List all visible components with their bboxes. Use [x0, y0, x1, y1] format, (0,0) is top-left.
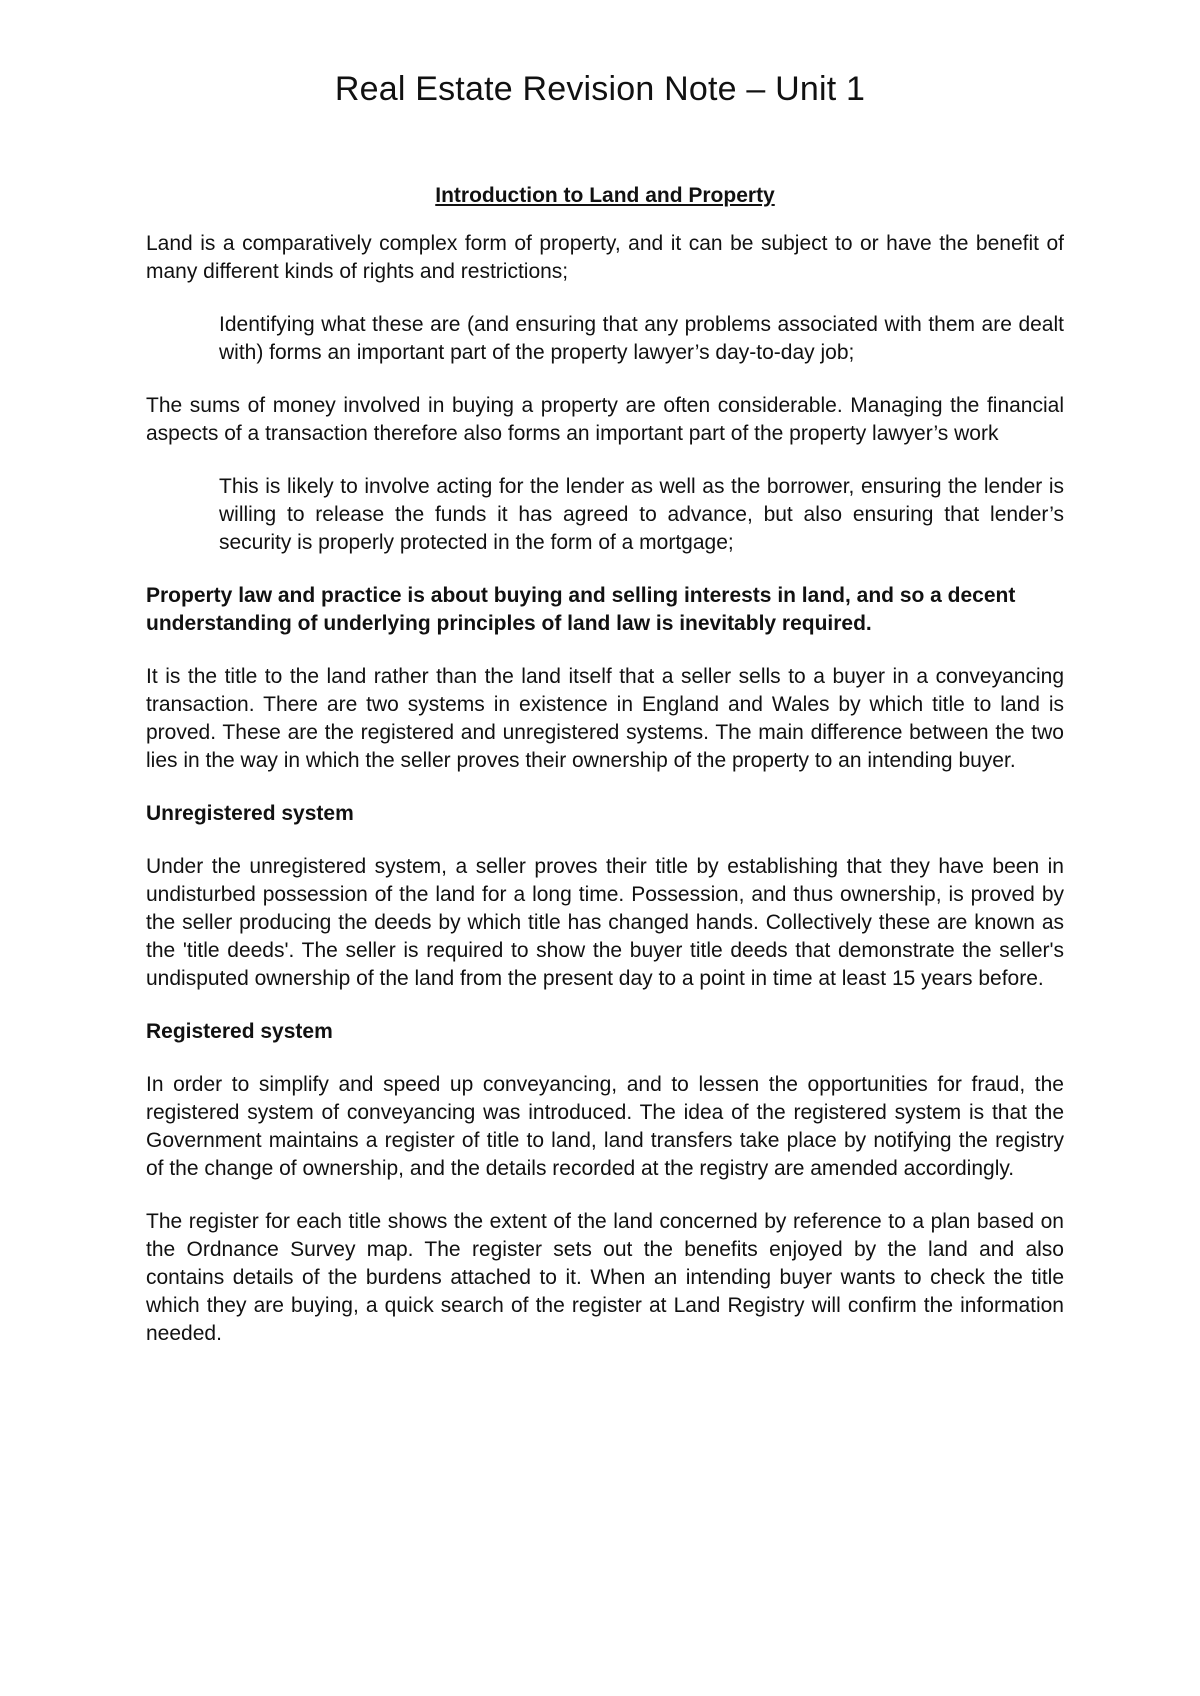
paragraph-title-systems: It is the title to the land rather than the land itself that a seller sells to a buyer in a conveyancing transaction. There are two systems in existence in England and Wales by which title to land is proved. These are the registered and unregistered systems. The main difference between the two lies in the way in which the seller proves their ownership of the property to an intending buyer.: [146, 665, 1064, 772]
paragraph-registered-system-1: In order to simplify and speed up conveyancing, and to lessen the opportunities for fraud, the registered system of conveyancing was introduced. The idea of the registered system is that the Government maintains a register of title to land, land transfers take place by notifying the registry of the change of ownership, and the details recorded at the registry are amended accordingly.: [146, 1073, 1064, 1180]
document-body: [146, 182, 1064, 1373]
indented-paragraph-identifying-rights: Identifying what these are (and ensuring that any problems associated with them are dealt with) forms an important part of the property lawyer’s day-to-day job;: [219, 313, 1064, 364]
unregistered-system-heading: Unregistered system: [146, 802, 354, 825]
paragraph-financial-aspects: The sums of money involved in buying a property are often considerable. Managing the financial aspects of a transaction therefore also forms an important part of the property lawyer’s work: [146, 394, 1064, 445]
document-title: Real Estate Revision Note – Unit 1: [334, 70, 866, 108]
bold-statement: Property law and practice is about buying and selling interests in land, and so a decent understanding of underlying principles of land law is inevitably required.: [146, 584, 1016, 635]
indented-paragraph-lender: This is likely to involve acting for the lender as well as the borrower, ensuring the lender is willing to release the funds it has agreed to advance, but also ensuring that lender’s security is properly protected in the form of a mortgage;: [219, 475, 1064, 554]
paragraph-unregistered-system: Under the unregistered system, a seller proves their title by establishing that they have been in undisturbed possession of the land for a long time. Possession, and thus ownership, is proved by the seller producing the deeds by which title has changed hands. Collectively these are known as the 'title deeds'. The seller is required to show the buyer title deeds that demonstrate the seller's undisputed ownership of the land from the present day to a point in time at least 15 years before.: [146, 855, 1064, 990]
paragraph-registered-system-2: The register for each title shows the extent of the land concerned by reference to a plan based on the Ordnance Survey map. The register sets out the benefits enjoyed by the land and also contains details of the burdens attached to it. When an intending buyer wants to check the title which they are buying, a quick search of the register at Land Registry will confirm the information needed.: [146, 1210, 1064, 1345]
registered-system-heading: Registered system: [146, 1020, 333, 1043]
section-heading: Introduction to Land and Property: [435, 184, 775, 207]
paragraph-land-complexity: Land is a comparatively complex form of property, and it can be subject to or have the benefit of many different kinds of rights and restrictions;: [146, 232, 1064, 283]
